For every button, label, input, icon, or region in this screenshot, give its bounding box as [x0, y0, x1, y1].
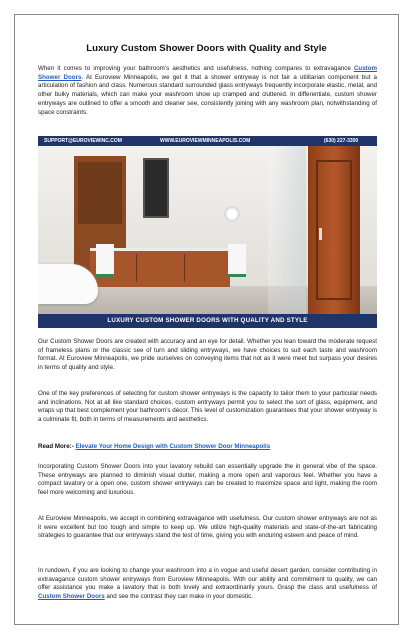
- paragraph-6-text-2: and see the contrast they can make in your domestic.: [104, 593, 253, 601]
- towel: [96, 244, 114, 277]
- mirror: [143, 158, 169, 218]
- door-handle: [319, 228, 322, 240]
- paragraph-6: [38, 567, 377, 602]
- towel: [228, 244, 246, 277]
- shelf-recess: [78, 162, 122, 224]
- banner-contact-bar: [38, 136, 377, 146]
- cabinet-divider: [184, 254, 185, 282]
- banner-image: [38, 136, 377, 328]
- flower-vase: [224, 206, 240, 222]
- banner-email: SUPPORT@EUROVIEWINC.COM: [44, 138, 122, 144]
- banner-phone: (630) 227-3300: [324, 138, 359, 144]
- document-page: [14, 14, 399, 625]
- paragraph-6-text-1: In rundown, if you are looking to change your washroom into a in vogue and useful desert garden, consider contributing in extravagance custom shower entryways from Euroview Minneapolis. With our ability and commitment to quality, we can offer assistance you make a lavatory that is both lovely and extraordinarily yours. Grasp the class and usefulness of: [38, 567, 377, 592]
- intro-text-1: When it comes to improving your bathroom’s aesthetics and usefulness, nothing compares to extravagance: [38, 65, 354, 72]
- paragraph-5: At Euroview Minneapolis, we accept in combining extravagance with usefulness. Our custom shower entryways are not as it were excellent but too tough and simple to keep up. We utilize high-quality materials and state-of-the-art fabricating strategies to guarantee that our entryways stand the test of time, giving you with enduring esteem and peace of mind.: [38, 515, 377, 540]
- intro-paragraph: [38, 65, 377, 117]
- cabinet-divider: [136, 254, 137, 282]
- banner-caption: LUXURY CUSTOM SHOWER DOORS WITH QUALITY AND STYLE: [38, 314, 377, 328]
- banner-website: WWW.EUROVIEWMINNEAPOLIS.COM: [160, 138, 251, 144]
- paragraph-4: Incorporating Custom Shower Doors into your lavatory rebuild can essentially upgrade the in general vibe of the space. These entryways are planned to diminish visual clutter, making a more open and vaporous feel. Whether you have a compact lavatory or a open one, custom shower entryways can be created to maximize space and light, making the room feel more welcoming and luxurious.: [38, 463, 377, 497]
- read-more-link[interactable]: Elevate Your Home Design with Custom Shower Door Minneapolis: [75, 443, 271, 450]
- custom-shower-doors-link-2[interactable]: Custom Shower Doors: [38, 593, 105, 601]
- glass-shower-door: [268, 146, 306, 314]
- paragraph-3: One of the key preferences of selecting for custom shower entryways is the capacity to tailor them to your particular needs and inclinations. Not at all like standard choices, custom entryways permit you to select the sort of glass, equipment, and wraps up that best complement your bathroom’s décor. This level of customization guarantees that your shower entryway is a culminate fit, both in terms of measurements and aesthetics.: [38, 390, 377, 424]
- paragraph-2: Our Custom Shower Doors are created with accuracy and an eye for detail. Whether you lean toward the moderate request of frameless plans or the classic see of turn and sliding entryways, we have choices to suit each taste and washroom format. At Euroview Minneapolis, we pride ourselves on conveying items that not as it were meet but surpass your desires in terms of quality and style.: [38, 338, 377, 372]
- custom-shower-doors-link[interactable]: Custom Shower Doors: [38, 65, 377, 81]
- intro-text-2: . At Euroview Minneapolis, we get it that a shower entryway is not fair a utilitarian component but a articulation of fashion and class. Numerous standard surrounded glass entryways frequently incorporate elastic, metal, and other bulky materials, which can make your washroom show up cramped and cluttered. In differentiate, custom shower entryways are outlined to offer a smooth and cleaner see, consistently joining with any washroom plan, notwithstanding of space constraints.: [38, 73, 378, 116]
- read-more-line: [38, 443, 377, 452]
- read-more-label: Read More:-: [38, 443, 76, 450]
- page-title: Luxury Custom Shower Doors with Quality and Style: [86, 43, 327, 54]
